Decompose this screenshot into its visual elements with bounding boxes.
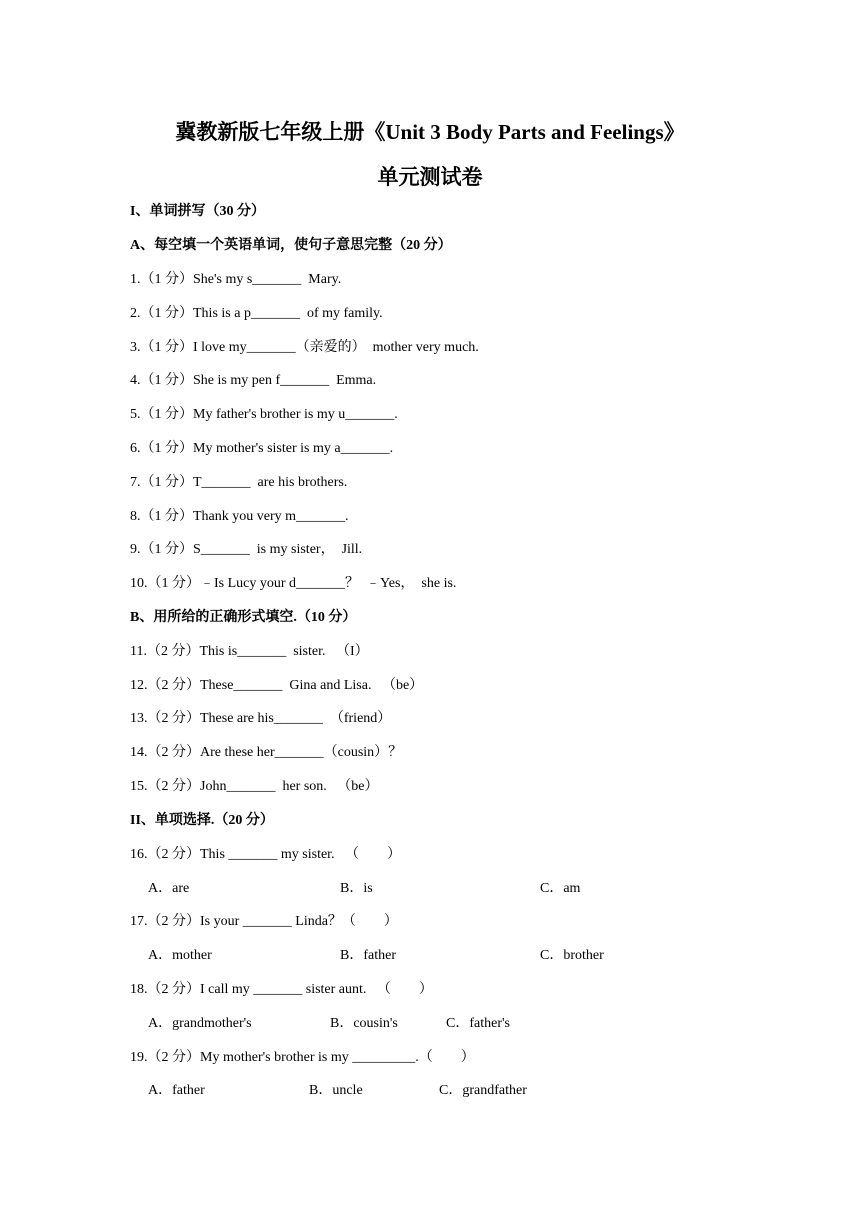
q16-option-a: A．are bbox=[148, 881, 190, 896]
question-8: 8.（1 分）Thank you very m_______. bbox=[130, 509, 349, 524]
question-18: 18.（2 分）I call my _______ sister aunt. （ ） bbox=[130, 982, 433, 997]
question-4: 4.（1 分）She is my pen f_______ Emma. bbox=[130, 373, 377, 388]
question-1: 1.（1 分）She's my s_______ Mary. bbox=[130, 272, 342, 287]
q18-option-a: A．grandmother's bbox=[148, 1016, 252, 1031]
question-3: 3.（1 分）I love my_______（亲爱的） mother very much. bbox=[130, 340, 479, 355]
q18-option-c: C．father's bbox=[446, 1016, 510, 1031]
q17-option-c: C．brother bbox=[540, 948, 604, 963]
question-7: 7.（1 分）T_______ are his brothers. bbox=[130, 475, 348, 490]
q16-option-c: C．am bbox=[540, 881, 581, 896]
question-6: 6.（1 分）My mother's sister is my a_______. bbox=[130, 441, 394, 456]
q17-option-b: B．father bbox=[340, 948, 396, 963]
question-13: 13.（2 分）These are his_______ （friend） bbox=[130, 711, 392, 726]
question-10: 10.（1 分）﹣Is Lucy your d_______？ ﹣Yes， she is. bbox=[130, 576, 457, 591]
exam-subtitle: 单元测试卷 bbox=[377, 165, 483, 189]
q19-option-b: B．uncle bbox=[309, 1083, 363, 1098]
question-12: 12.（2 分）These_______ Gina and Lisa. （be） bbox=[130, 678, 424, 693]
exam-title: 冀教新版七年级上册《Unit 3 Body Parts and Feelings》 bbox=[175, 120, 685, 144]
question-17: 17.（2 分）Is your _______ Linda？（ ） bbox=[130, 914, 398, 929]
question-11: 11.（2 分）This is_______ sister. （I） bbox=[130, 644, 369, 659]
section-heading-part2: II、单项选择.（20 分） bbox=[130, 813, 274, 828]
q18-option-b: B．cousin's bbox=[330, 1016, 398, 1031]
q17-option-a: A．mother bbox=[148, 948, 212, 963]
section-heading-part-a: A、每空填一个英语单词，使句子意思完整（20 分） bbox=[130, 238, 452, 253]
question-19: 19.（2 分）My mother's brother is my _________.（ ） bbox=[130, 1050, 475, 1065]
question-16: 16.（2 分）This _______ my sister. （ ） bbox=[130, 847, 402, 862]
question-2: 2.（1 分）This is a p_______ of my family. bbox=[130, 306, 383, 321]
question-15: 15.（2 分）John_______ her son. （be） bbox=[130, 779, 379, 794]
q19-option-a: A．father bbox=[148, 1083, 205, 1098]
section-heading-part1: I、单词拼写（30 分） bbox=[130, 204, 265, 219]
question-5: 5.（1 分）My father's brother is my u_______. bbox=[130, 407, 398, 422]
q16-option-b: B．is bbox=[340, 881, 373, 896]
q19-option-c: C．grandfather bbox=[439, 1083, 527, 1098]
question-14: 14.（2 分）Are these her_______（cousin）？ bbox=[130, 745, 403, 760]
question-9: 9.（1 分）S_______ is my sister， Jill. bbox=[130, 542, 363, 557]
section-heading-part-b: B、用所给的正确形式填空.（10 分） bbox=[130, 610, 357, 625]
